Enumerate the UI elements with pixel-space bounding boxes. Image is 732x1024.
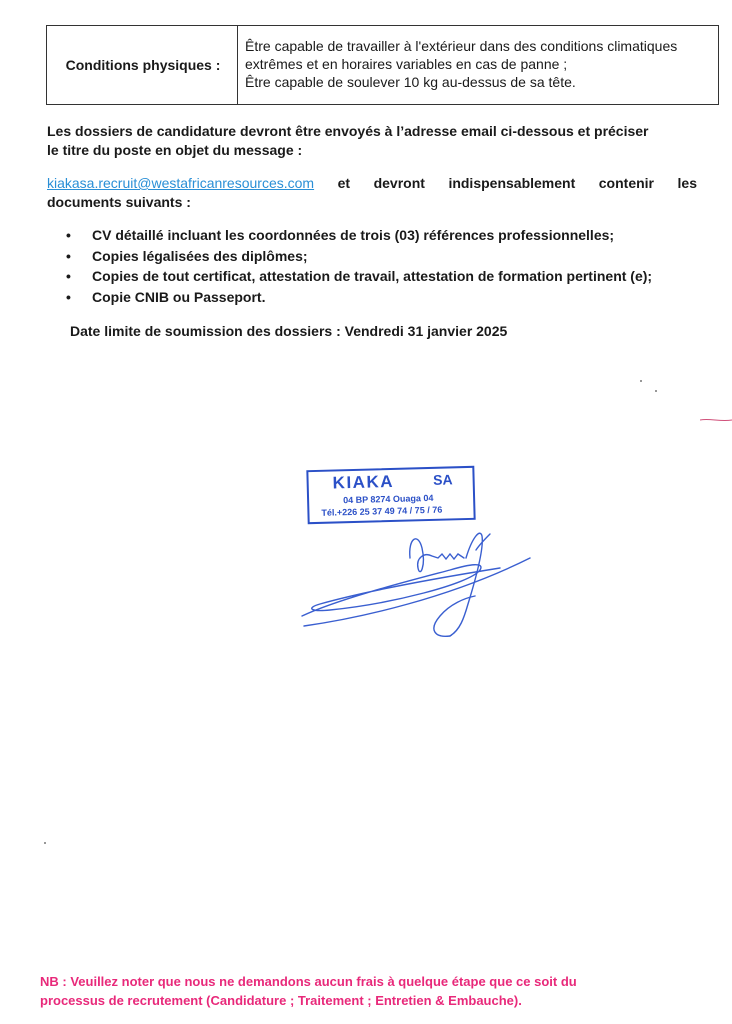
list-item bbox=[66, 266, 652, 287]
scan-speck bbox=[655, 390, 657, 392]
email-word: contenir bbox=[598, 175, 654, 191]
conditions-line: Être capable de soulever 10 kg au-dessus de sa tête. bbox=[245, 74, 576, 90]
nb-line: processus de recrutement (Candidature ; Traitement ; Entretien & Embauche). bbox=[40, 993, 522, 1008]
stamp-phone: Tél.+226 25 37 49 74 / 75 / 76 bbox=[321, 504, 443, 518]
bullet-icon: • bbox=[66, 288, 71, 305]
email-line bbox=[47, 174, 697, 193]
scan-mark bbox=[700, 414, 732, 426]
signature bbox=[300, 518, 540, 643]
stamp-company-suffix: SA bbox=[432, 471, 453, 488]
document-text: Copie CNIB ou Passeport. bbox=[92, 288, 266, 305]
stamp-company-name: KIAKA bbox=[332, 471, 395, 493]
document-text: CV détaillé incluant les coordonnées de trois (03) références professionnelles; bbox=[92, 227, 615, 243]
deadline-text: Date limite de soumission des dossiers : Vendredi 31 janvier 2025 bbox=[70, 323, 508, 339]
nb-notice bbox=[40, 972, 720, 1010]
list-item bbox=[66, 225, 652, 246]
list-item bbox=[66, 287, 652, 308]
email-word: les bbox=[677, 175, 697, 191]
email-line-2: documents suivants : bbox=[47, 194, 191, 210]
email-word: et bbox=[337, 175, 351, 191]
conditions-line: extrêmes et en horaires variables en cas de panne ; bbox=[245, 56, 568, 72]
email-word: indispensablement bbox=[448, 175, 576, 191]
application-intro bbox=[47, 122, 697, 160]
conditions-description bbox=[238, 26, 718, 104]
email-word: devront bbox=[373, 175, 425, 191]
document-text: Copies légalisées des diplômes; bbox=[92, 247, 308, 264]
bullet-icon: • bbox=[66, 268, 71, 284]
conditions-table bbox=[46, 25, 719, 105]
list-item bbox=[66, 246, 652, 267]
intro-line: Les dossiers de candidature devront être envoyés à l’adresse email ci-dessous et préciser bbox=[47, 123, 649, 139]
scan-speck bbox=[44, 842, 46, 844]
conditions-line: Être capable de travailler à l'extérieur dans des conditions climatiques bbox=[245, 38, 678, 54]
bullet-icon: • bbox=[66, 227, 71, 243]
intro-line: le titre du poste en objet du message : bbox=[47, 142, 303, 158]
scan-speck bbox=[640, 380, 642, 382]
documents-list bbox=[66, 225, 652, 307]
bullet-icon: • bbox=[66, 247, 71, 264]
email-link[interactable]: kiakasa.recruit@westafricanresources.com bbox=[47, 175, 315, 191]
stamp-address: 04 BP 8274 Ouaga 04 bbox=[342, 492, 434, 506]
nb-line: NB : Veuillez noter que nous ne demandons aucun frais à quelque étape que ce soit du bbox=[40, 974, 577, 989]
conditions-label: Conditions physiques : bbox=[47, 26, 238, 104]
document-text: Copies de tout certificat, attestation de travail, attestation de formation pertinent (e); bbox=[92, 268, 653, 284]
company-stamp bbox=[306, 466, 475, 524]
email-paragraph bbox=[47, 174, 697, 212]
